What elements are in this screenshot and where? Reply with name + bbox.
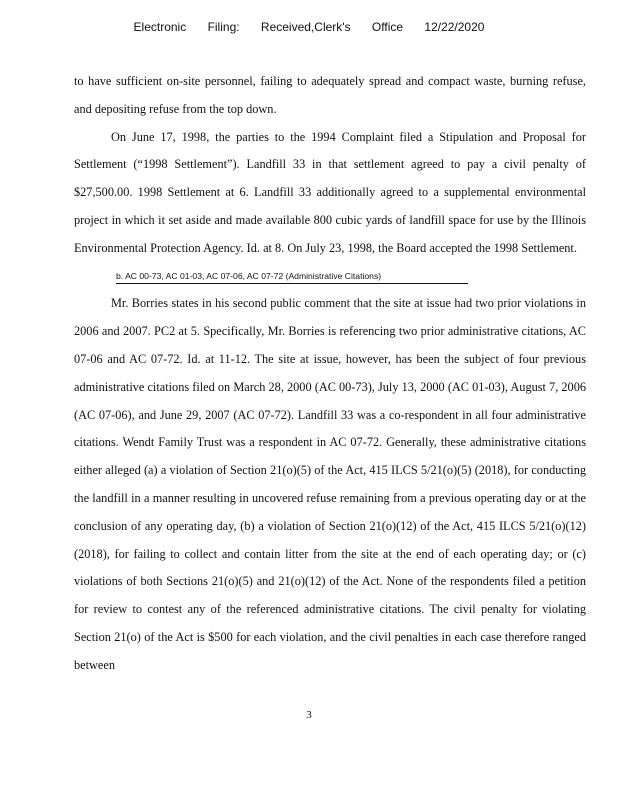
section-subheading [74,263,586,291]
header-received: Received,Clerk's [260,20,351,34]
subheading-text: b. AC 00-73, AC 01-03, AC 07-06, AC 07-72 (Administrative Citations) [116,271,468,284]
paragraph-1998-settlement: On June 17, 1998, the parties to the 1994 Complaint filed a Stipulation and Proposal for Settlement (“1998 Settlement”). Landfill 33 in that settlement agreed to pay a civil penalty of $27,500.00. 1998 Settlement at 6. Landfill 33 additionally agreed to a supplemental environmental project in which it set aside and made available 800 cubic yards of landfill space for use by the Illinois Environmental Protection Agency. Id. at 8. On July 23, 1998, the Board accepted the 1998 Settlement. [74,129,586,255]
header-filing: Filing: [207,20,240,34]
filing-stamp-header [0,20,618,34]
page-number: 3 [306,709,312,721]
paragraph-continuation: to have sufficient on-site personnel, failing to adequately spread and compact waste, burning refuse, and depositing refuse from the top down. [74,74,586,116]
header-electronic: Electronic [133,20,187,34]
header-date: 12/22/2020 [424,20,485,34]
document-body [74,68,586,680]
header-office: Office [371,20,404,34]
paragraph-administrative-citations: Mr. Borries states in his second public comment that the site at issue had two prior violations in 2006 and 2007. PC2 at 5. Specifically, Mr. Borries is referencing two prior administrative citations, AC 07-06 and AC 07-72. Id. at 11-12. The site at issue, however, has been the subject of four previous administrative citations filed on March 28, 2000 (AC 00-73), July 13, 2000 (AC 01-03), August 7, 2006 (AC 07-06), and June 29, 2007 (AC 07-72). Landfill 33 was a co-respondent in all four administrative citations. Wendt Family Trust was a respondent in AC 07-72. Generally, these administrative citations either alleged (a) a violation of Section 21(o)(5) of the Act, 415 ILCS 5/21(o)(5) (2018), for conducting the landfill in a manner resulting in uncovered refuse remaining from a previous operating day or at the conclusion of any operating day, (b) a violation of Section 21(o)(12) of the Act, 415 ILCS 5/21(o)(12) (2018), for failing to collect and contain litter from the site at the end of each operating day; or (c) violations of both Sections 21(o)(5) and 21(o)(12) of the Act. None of the respondents filed a petition for review to contest any of the referenced administrative citations. The civil penalty for violating Section 21(o) of the Act is $500 for each violation, and the civil penalties in each case therefore ranged between [74,296,586,672]
